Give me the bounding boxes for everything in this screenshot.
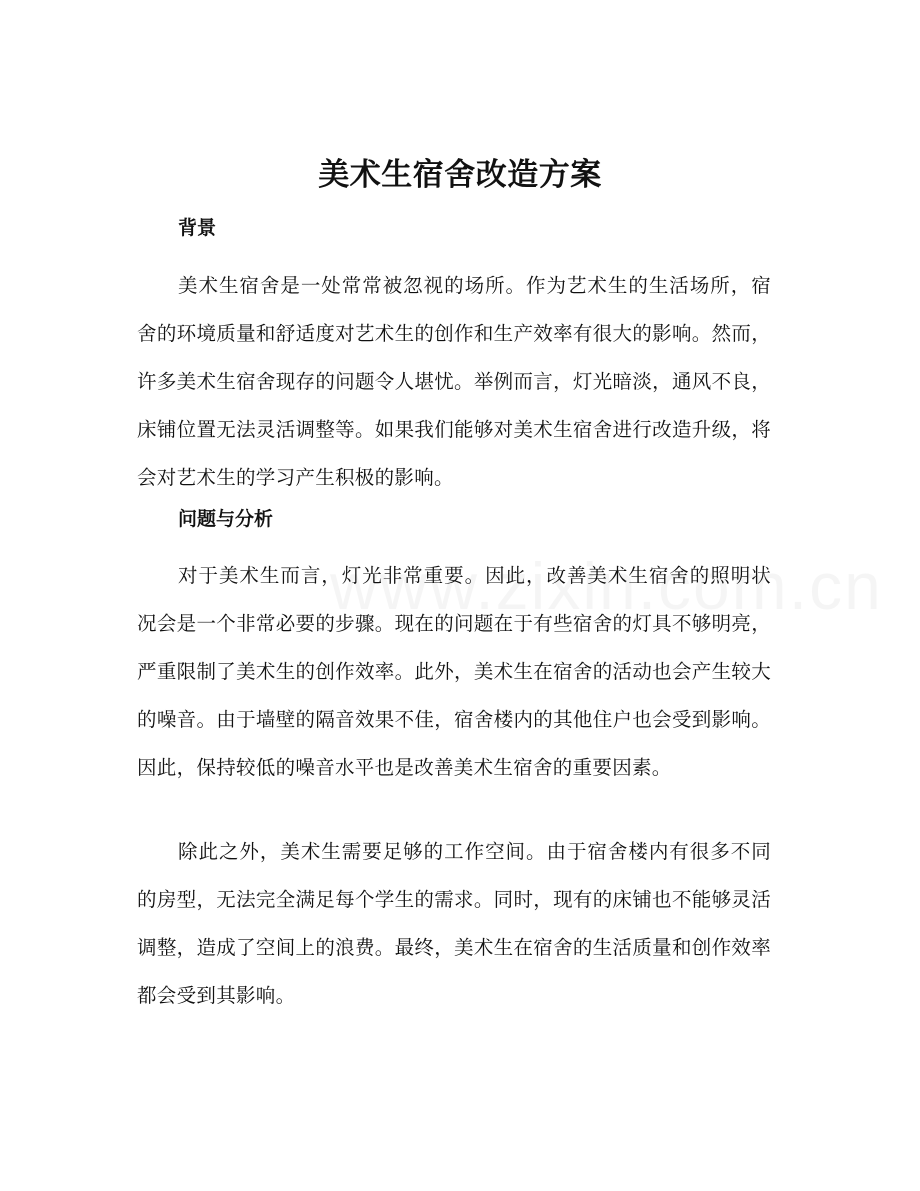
section-heading-background: 背景 (178, 217, 217, 239)
paragraph-workspace: 除此之外，美术生需要足够的工作空间。由于宿舍楼内有很多不同的房型，无法完全满足每个学生的需求。同时，现有的床铺也不能够灵活调整，造成了空间上的浪费。最终，美术生在宿舍的生活质量和创作效率都会受到其影响。 (137, 840, 771, 1007)
paragraph-background: 美术生宿舍是一处常常被忽视的场所。作为艺术生的生活场所，宿舍的环境质量和舒适度对艺术生的创作和生产效率有很大的影响。然而，许多美术生宿舍现存的问题令人堪忧。举例而言，灯光暗淡，通风不良，床铺位置无法灵活调整等。如果我们能够对美术生宿舍进行改造升级，将会对艺术生的学习产生积极的影响。 (137, 274, 771, 489)
document-title: 美术生宿舍改造方案 (318, 157, 602, 193)
paragraph-lighting-noise: 对于美术生而言，灯光非常重要。因此，改善美术生宿舍的照明状况会是一个非常必要的步骤。现在的问题在于有些宿舍的灯具不够明亮，严重限制了美术生的创作效率。此外，美术生在宿舍的活动也会产生较大的噪音。由于墙壁的隔音效果不佳，宿舍楼内的其他住户也会受到影响。因此，保持较低的噪音水平也是改善美术生宿舍的重要因素。 (137, 564, 771, 779)
section-heading-problem-analysis: 问题与分析 (178, 508, 274, 530)
